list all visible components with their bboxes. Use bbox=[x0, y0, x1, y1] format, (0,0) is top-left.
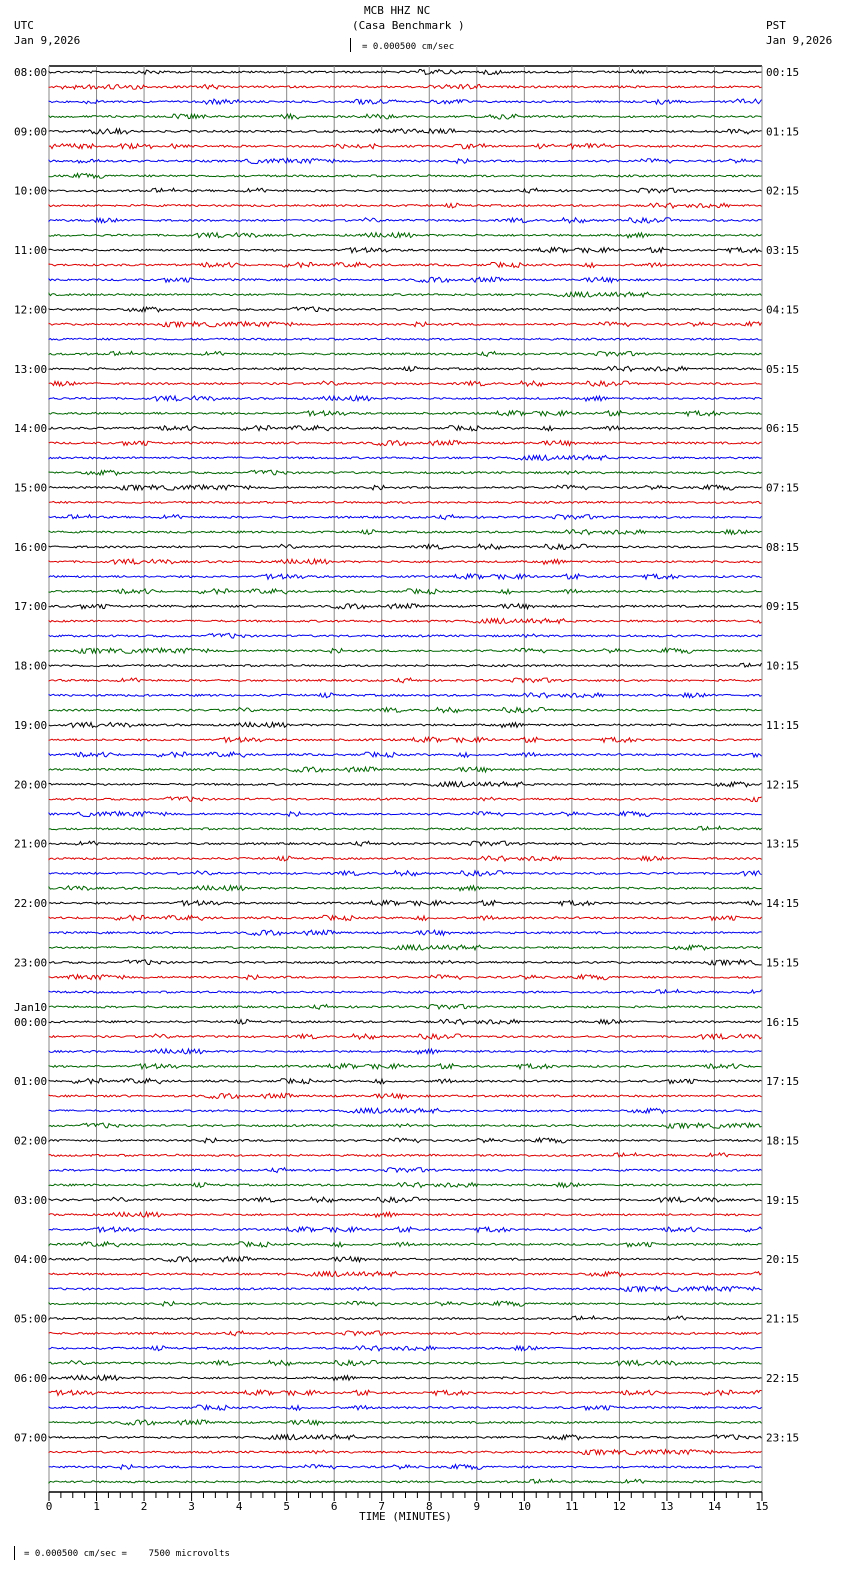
seismic-trace bbox=[49, 975, 762, 980]
seismic-trace bbox=[49, 812, 762, 817]
x-tick-label: 6 bbox=[330, 1500, 338, 1513]
seismic-trace bbox=[49, 559, 762, 564]
pst-hour-label: 01:15 bbox=[766, 125, 800, 139]
x-tick-label: 11 bbox=[565, 1500, 579, 1513]
station-title: MCB HHZ NC bbox=[364, 4, 431, 17]
x-axis-label: TIME (MINUTES) bbox=[359, 1510, 452, 1523]
utc-hour-label: 23:00 bbox=[14, 956, 48, 970]
seismic-trace bbox=[49, 99, 762, 104]
seismic-trace bbox=[49, 129, 762, 134]
seismic-trace bbox=[49, 485, 762, 490]
seismic-trace bbox=[49, 1465, 762, 1470]
seismic-trace bbox=[49, 633, 762, 638]
pst-hour-label: 18:15 bbox=[766, 1134, 800, 1148]
x-tick-label: 4 bbox=[235, 1500, 243, 1513]
seismic-trace bbox=[49, 262, 762, 267]
utc-hour-label: 03:00 bbox=[14, 1193, 48, 1207]
seismic-trace bbox=[49, 1079, 762, 1084]
x-tick-label: 15 bbox=[755, 1500, 769, 1513]
utc-hour-label: 22:00 bbox=[14, 897, 48, 911]
seismic-trace bbox=[49, 960, 762, 965]
utc-hour-label: 13:00 bbox=[14, 362, 48, 376]
pst-hour-label: 06:15 bbox=[766, 422, 800, 436]
seismic-trace bbox=[49, 1064, 762, 1069]
seismic-trace bbox=[49, 767, 762, 772]
seismic-trace bbox=[49, 1212, 762, 1217]
pst-hour-label: 02:15 bbox=[766, 184, 800, 198]
seismic-trace bbox=[49, 1301, 762, 1306]
utc-hour-label: 02:00 bbox=[14, 1134, 48, 1148]
utc-hour-label: 06:00 bbox=[14, 1371, 48, 1385]
utc-hour-label: 08:00 bbox=[14, 66, 48, 79]
pst-hour-label: 04:15 bbox=[766, 303, 800, 317]
x-tick-label: 10 bbox=[517, 1500, 531, 1513]
seismic-trace bbox=[49, 144, 762, 149]
seismic-trace bbox=[49, 1197, 762, 1202]
seismic-trace bbox=[49, 322, 762, 327]
seismic-trace bbox=[49, 70, 762, 75]
seismic-trace bbox=[49, 886, 762, 891]
seismic-trace bbox=[49, 841, 762, 846]
seismic-trace bbox=[49, 990, 762, 994]
seismic-trace bbox=[49, 351, 762, 356]
x-tick-label: 7 bbox=[378, 1500, 386, 1513]
seismic-trace bbox=[49, 1153, 762, 1157]
right-timezone: PST bbox=[766, 19, 786, 32]
seismic-trace bbox=[49, 604, 762, 609]
seismic-trace bbox=[49, 1242, 762, 1247]
seismic-trace bbox=[49, 1420, 762, 1425]
seismic-trace bbox=[49, 1450, 762, 1455]
seismic-trace bbox=[49, 1316, 762, 1320]
seismic-trace bbox=[49, 930, 762, 935]
pst-hour-label: 11:15 bbox=[766, 718, 800, 732]
seismic-trace bbox=[49, 1390, 762, 1395]
seismic-trace bbox=[49, 1272, 762, 1277]
x-tick-label: 13 bbox=[660, 1500, 674, 1513]
seismic-trace bbox=[49, 574, 762, 579]
seismic-trace bbox=[49, 1034, 762, 1039]
utc-hour-label: 04:00 bbox=[14, 1253, 48, 1267]
seismic-trace bbox=[49, 752, 762, 757]
seismic-trace bbox=[49, 901, 762, 906]
seismic-trace bbox=[49, 338, 762, 340]
seismic-trace bbox=[49, 1004, 762, 1009]
x-tick-label: 1 bbox=[93, 1500, 100, 1513]
seismic-trace bbox=[49, 871, 762, 876]
seismic-trace bbox=[49, 693, 762, 698]
seismic-trace bbox=[49, 501, 762, 503]
seismic-trace bbox=[49, 366, 762, 371]
utc-hour-label: 20:00 bbox=[14, 778, 48, 792]
seismic-trace bbox=[49, 826, 762, 830]
seismic-trace bbox=[49, 530, 762, 535]
utc-hour-label: 14:00 bbox=[14, 422, 48, 436]
seismic-trace bbox=[49, 1168, 762, 1173]
seismic-trace bbox=[49, 1108, 762, 1113]
right-date: Jan 9,2026 bbox=[766, 34, 833, 47]
x-tick-label: 14 bbox=[707, 1500, 722, 1513]
seismic-trace bbox=[49, 470, 762, 475]
pst-hour-label: 03:15 bbox=[766, 244, 800, 258]
pst-hour-label: 10:15 bbox=[766, 659, 800, 673]
pst-hour-label: 20:15 bbox=[766, 1253, 800, 1267]
pst-hour-label: 13:15 bbox=[766, 837, 800, 851]
seismic-trace bbox=[49, 915, 762, 920]
pst-hour-label: 22:15 bbox=[766, 1371, 800, 1385]
seismic-trace bbox=[49, 1286, 762, 1291]
seismic-trace bbox=[49, 1138, 762, 1143]
seismic-trace bbox=[49, 84, 762, 89]
station-subtitle: (Casa Benchmark ) bbox=[352, 19, 465, 32]
left-date: Jan 9,2026 bbox=[14, 34, 81, 47]
utc-hour-label: 05:00 bbox=[14, 1312, 48, 1326]
pst-hour-label: 15:15 bbox=[766, 956, 800, 970]
seismic-trace bbox=[49, 737, 762, 742]
pst-hour-label: 07:15 bbox=[766, 481, 800, 495]
seismic-trace bbox=[49, 708, 762, 713]
seismic-trace bbox=[49, 1375, 762, 1380]
pst-hour-label: 14:15 bbox=[766, 897, 800, 911]
day-change-label: Jan10 bbox=[14, 1000, 48, 1014]
seismic-trace bbox=[49, 396, 762, 401]
seismic-trace bbox=[49, 797, 762, 802]
seismic-trace bbox=[49, 945, 762, 950]
seismic-trace bbox=[49, 1479, 762, 1483]
seismic-trace bbox=[49, 218, 762, 223]
utc-hour-label: 01:00 bbox=[14, 1075, 48, 1089]
pst-hour-label: 17:15 bbox=[766, 1075, 800, 1089]
pst-hour-label: 19:15 bbox=[766, 1193, 800, 1207]
seismic-trace bbox=[49, 188, 762, 193]
utc-hour-label: 10:00 bbox=[14, 184, 48, 198]
seismic-trace bbox=[49, 1257, 762, 1262]
pst-hour-label: 23:15 bbox=[766, 1431, 800, 1445]
seismic-trace bbox=[49, 248, 762, 253]
x-tick-label: 9 bbox=[473, 1500, 481, 1513]
utc-hour-label: 12:00 bbox=[14, 303, 48, 317]
utc-hour-label: 17:00 bbox=[14, 600, 48, 614]
pst-hour-label: 08:15 bbox=[766, 540, 800, 554]
utc-hour-label: 09:00 bbox=[14, 125, 48, 139]
seismic-trace bbox=[49, 1331, 762, 1336]
pst-hour-label: 16:15 bbox=[766, 1015, 800, 1029]
seismic-trace bbox=[49, 307, 762, 312]
x-tick-label: 12 bbox=[612, 1500, 627, 1513]
seismic-trace bbox=[49, 1361, 762, 1366]
seismic-trace bbox=[49, 544, 762, 549]
utc-hour-label: 19:00 bbox=[14, 718, 48, 732]
seismic-trace bbox=[49, 1049, 762, 1054]
seismic-trace bbox=[49, 678, 762, 683]
seismic-trace bbox=[49, 589, 762, 594]
seismic-trace bbox=[49, 277, 762, 282]
pst-hour-label: 09:15 bbox=[766, 600, 800, 614]
seismic-trace bbox=[49, 856, 762, 861]
utc-hour-label: 16:00 bbox=[14, 540, 48, 554]
pst-hour-label: 05:15 bbox=[766, 362, 800, 376]
seismic-trace bbox=[49, 1019, 762, 1024]
scale-label: = 0.000500 cm/sec bbox=[362, 42, 455, 52]
seismic-trace bbox=[49, 159, 762, 164]
seismic-trace bbox=[49, 1093, 762, 1098]
seismic-trace bbox=[49, 455, 762, 460]
seismic-trace bbox=[49, 440, 762, 445]
x-tick-label: 8 bbox=[425, 1500, 433, 1513]
seismic-trace bbox=[49, 411, 762, 416]
utc-hour-label: 11:00 bbox=[14, 244, 48, 258]
pst-hour-label: 12:15 bbox=[766, 778, 800, 792]
seismic-trace bbox=[49, 722, 762, 727]
utc-hour-label: 18:00 bbox=[14, 659, 48, 673]
pst-hour-label: 00:15 bbox=[766, 66, 800, 79]
utc-hour-label: 07:00 bbox=[14, 1431, 48, 1445]
seismic-trace bbox=[49, 1227, 762, 1232]
x-tick-label: 5 bbox=[283, 1500, 290, 1513]
seismic-trace bbox=[49, 1346, 762, 1351]
seismic-trace bbox=[49, 515, 762, 520]
left-timezone: UTC bbox=[14, 19, 34, 32]
footer-scale-note: = 0.000500 cm/sec = 7500 microvolts bbox=[24, 1549, 230, 1559]
seismic-trace bbox=[49, 381, 762, 386]
seismic-trace bbox=[49, 619, 762, 624]
seismic-trace bbox=[49, 114, 762, 119]
seismic-trace bbox=[49, 782, 762, 787]
seismic-trace bbox=[49, 203, 762, 208]
seismic-trace bbox=[49, 173, 762, 178]
seismic-trace bbox=[49, 292, 762, 297]
utc-hour-label: 15:00 bbox=[14, 481, 48, 495]
seismic-trace bbox=[49, 1123, 762, 1128]
x-tick-label: 2 bbox=[140, 1500, 148, 1513]
seismic-trace bbox=[49, 1183, 762, 1188]
seismic-trace bbox=[49, 648, 762, 653]
utc-hour-label: 00:00 bbox=[14, 1015, 48, 1029]
seismic-trace bbox=[49, 233, 762, 238]
x-tick-label: 3 bbox=[188, 1500, 195, 1513]
seismic-trace bbox=[49, 1405, 762, 1410]
seismic-trace bbox=[49, 1435, 762, 1440]
utc-hour-label: 21:00 bbox=[14, 837, 48, 851]
x-tick-label: 0 bbox=[45, 1500, 53, 1513]
pst-hour-label: 21:15 bbox=[766, 1312, 800, 1326]
seismic-trace bbox=[49, 426, 762, 431]
seismic-trace bbox=[49, 663, 762, 667]
